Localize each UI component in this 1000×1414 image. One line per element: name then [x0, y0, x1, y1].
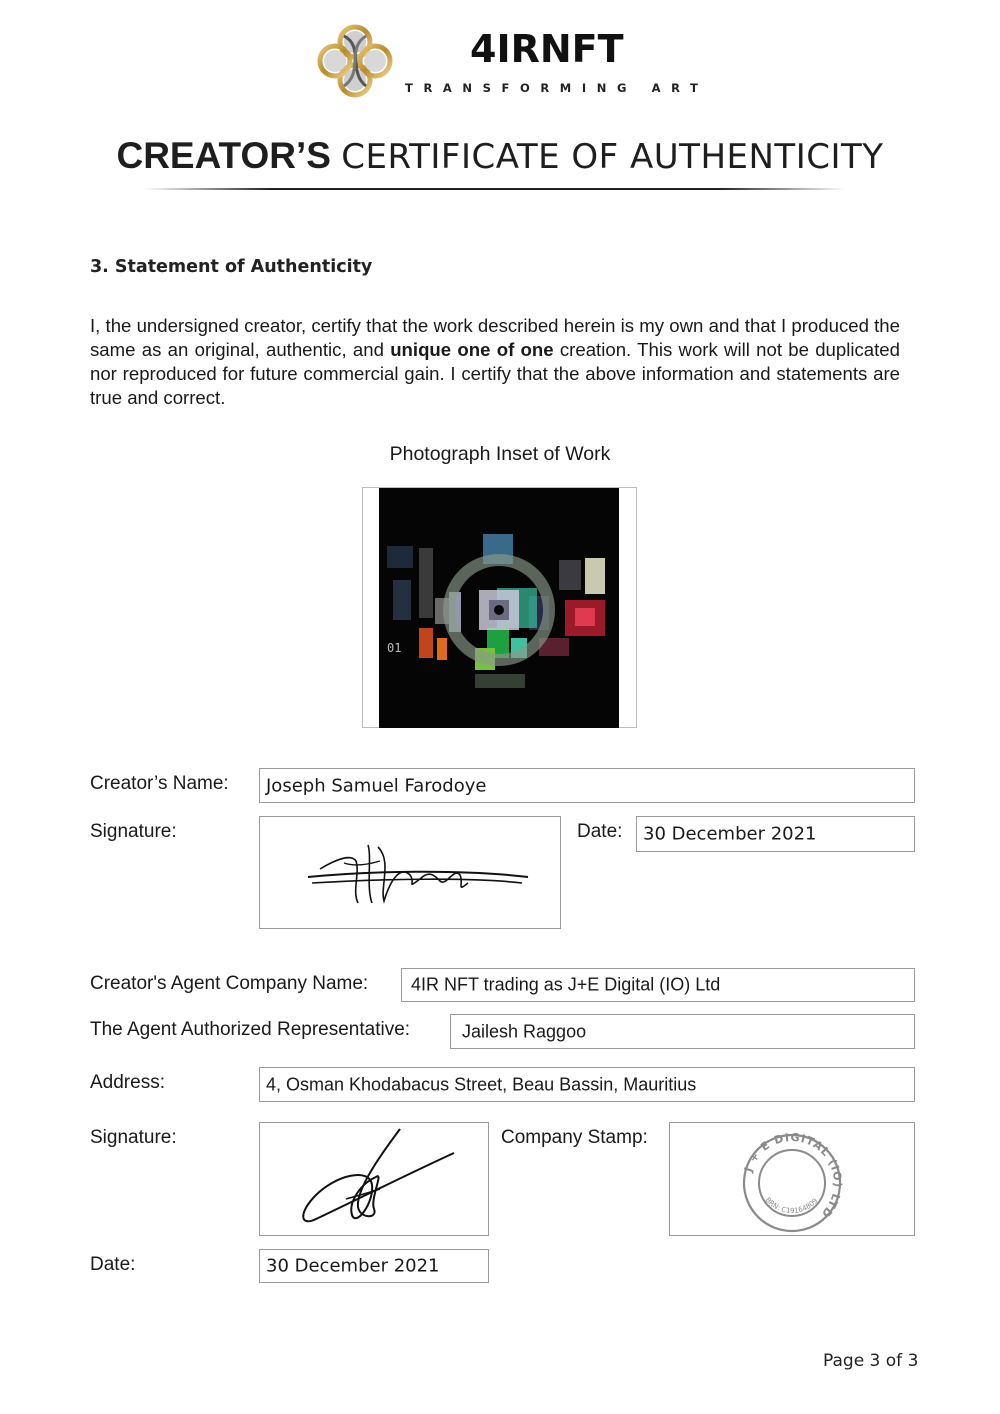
creator-name-label: Creator’s Name:: [90, 773, 229, 794]
agent-date-field: [259, 1249, 489, 1283]
agent-rep-label: The Agent Authorized Representative:: [90, 1019, 411, 1040]
photo-inset-frame: [362, 487, 637, 728]
artwork-graphic: [379, 488, 619, 728]
authenticity-statement: [90, 314, 900, 410]
svg-text:BRN: C19164809: [764, 1196, 820, 1215]
photo-caption: Photograph Inset of Work: [389, 443, 611, 465]
stamp-ring-text: J + E DIGITAL (IO) LTD: [741, 1130, 845, 1221]
agent-signature-image: [260, 1123, 488, 1235]
agent-date-label: Date:: [90, 1254, 136, 1275]
creator-name-value: Joseph Samuel Farodoye: [266, 775, 487, 796]
certificate-title: [0, 136, 1000, 177]
brand-tagline: TRANSFORMING ART: [405, 81, 709, 95]
certificate-title-bold: CREATOR’S: [116, 135, 331, 176]
section-heading: 3. Statement of Authenticity: [90, 257, 373, 277]
page-number: Page 3 of 3: [823, 1351, 919, 1371]
artwork-digits: 01: [387, 641, 402, 655]
creator-signature-box: [259, 816, 561, 929]
brand-name: 4IRNFT: [470, 27, 624, 71]
agent-signature-box: [259, 1122, 489, 1236]
agent-company-value: 4IR NFT trading as J+E Digital (IO) Ltd: [411, 974, 721, 995]
creator-signature-image: [260, 817, 560, 928]
company-stamp-box: [669, 1122, 915, 1236]
company-stamp-image: [670, 1123, 914, 1235]
company-stamp-label: Company Stamp:: [501, 1127, 648, 1148]
agent-company-label: Creator's Agent Company Name:: [90, 973, 369, 994]
address-label: Address:: [90, 1072, 165, 1093]
agent-date-value: 30 December 2021: [266, 1255, 440, 1277]
agent-rep-value: Jailesh Raggoo: [462, 1021, 587, 1041]
certificate-title-rest: CERTIFICATE OF AUTHENTICITY: [341, 137, 884, 177]
agent-signature-label: Signature:: [90, 1127, 177, 1148]
statement-bold: unique one of one: [390, 339, 554, 360]
creator-date-field: [636, 816, 915, 852]
creator-name-field: [259, 768, 915, 803]
creator-date-label: Date:: [577, 821, 623, 842]
agent-company-field: [401, 968, 915, 1002]
agent-rep-field: [450, 1014, 915, 1049]
creator-date-value: 30 December 2021: [643, 823, 817, 845]
4irnft-logo: [314, 22, 396, 100]
stamp-brn: BRN: C19164809: [763, 1195, 820, 1216]
address-field: [259, 1067, 915, 1102]
statement-text-1: I, the undersigned creator, certify that the work described herein is my own and that I produced the same as an original, authentic, and: [90, 315, 900, 360]
address-value: 4, Osman Khodabacus Street, Beau Bassin, Mauritius: [266, 1074, 697, 1094]
creator-signature-label: Signature:: [90, 821, 177, 842]
title-divider: [145, 188, 845, 190]
artwork-photo: [379, 488, 619, 728]
statement-text-2: creation. This work will not be duplicated nor reproduced for future commercial gain. I certify that the above information and statements are true and correct.: [90, 339, 900, 408]
